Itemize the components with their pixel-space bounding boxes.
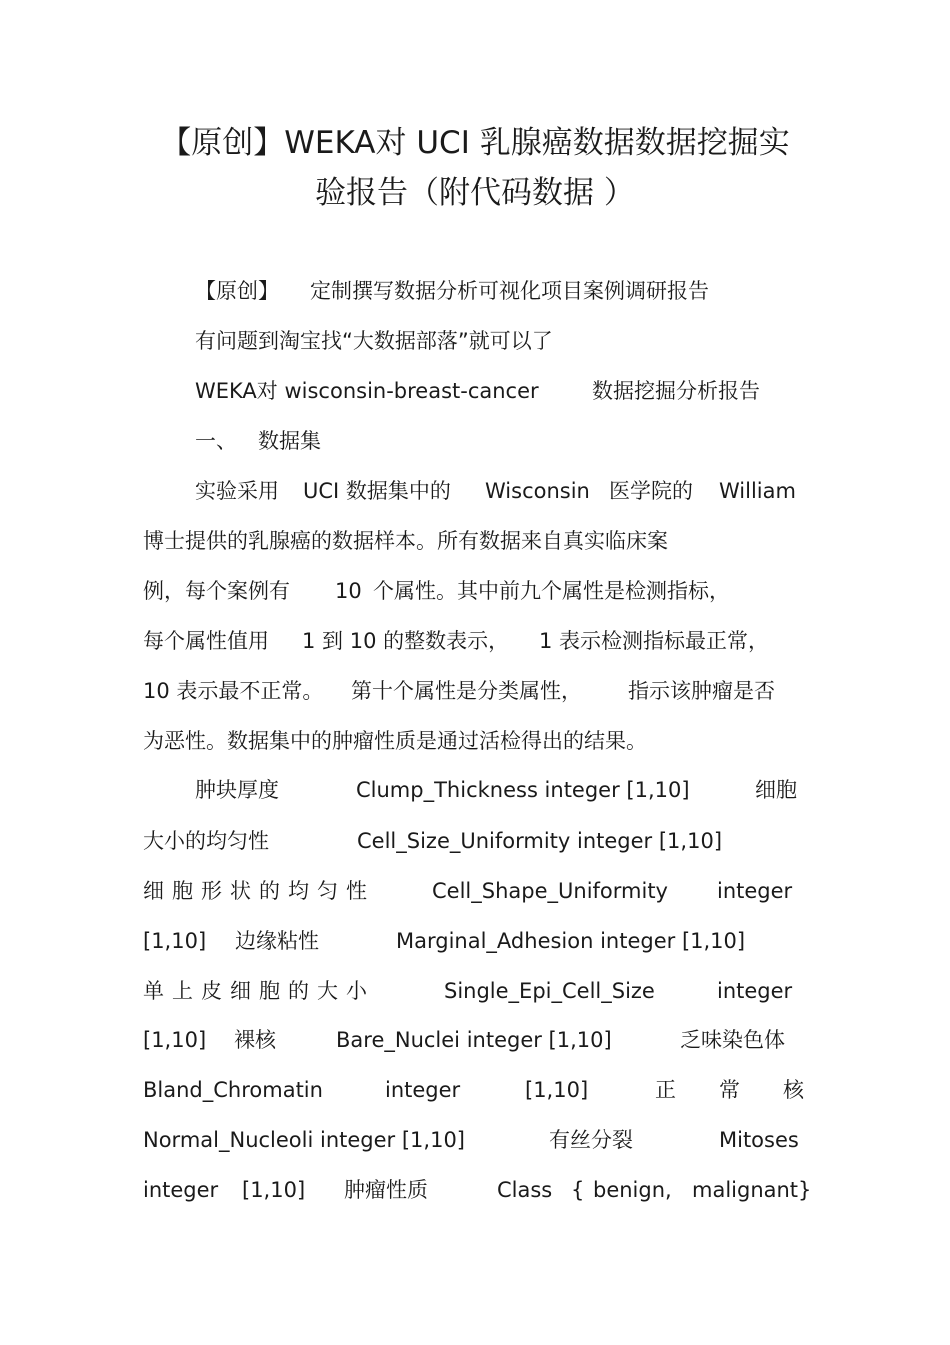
attribute-text: Single_Epi_Cell_Size: [444, 979, 655, 1003]
intro-contact-line: 有问题到淘宝找“大数据部落”就可以了: [195, 329, 553, 353]
para-text: 1 到 10 的整数表示，: [302, 629, 510, 653]
attribute-text: 单上皮细胞的大小: [143, 979, 375, 1003]
attribute-text: 核: [783, 1078, 804, 1102]
para-text: 每个属性值用: [143, 629, 269, 653]
attribute-text: 肿块厚度: [195, 778, 279, 802]
para-text: 10 表示最不正常。: [143, 679, 324, 703]
attribute-text: [1,10]: [242, 1178, 306, 1202]
attribute-text: 边缘粘性: [235, 929, 319, 953]
para-text: 10: [335, 579, 362, 603]
attribute-text: integer: [385, 1078, 461, 1102]
para-text: Wisconsin: [485, 479, 590, 503]
attribute-text: malignant}: [692, 1178, 812, 1202]
attribute-text: {: [571, 1178, 585, 1202]
attribute-text: Clump_Thickness integer [1,10]: [356, 778, 690, 802]
attribute-text: [1,10]: [143, 1028, 207, 1052]
attribute-text: integer: [143, 1178, 219, 1202]
section-number: 一、: [195, 429, 237, 453]
para-text: William: [719, 479, 796, 503]
attribute-text: Bland_Chromatin: [143, 1078, 323, 1102]
attribute-text: Bare_Nuclei integer [1,10]: [336, 1028, 612, 1052]
attribute-text: Mitoses: [719, 1128, 799, 1152]
para-text: 第十个属性是分类属性，: [351, 679, 582, 703]
attribute-text: Cell_Size_Uniformity integer [1,10]: [357, 829, 723, 853]
attribute-text: 细胞形状的均匀性: [143, 879, 375, 903]
section-title: 数据集: [258, 429, 321, 453]
attribute-text: 裸核: [234, 1028, 276, 1052]
para-text: 医学院的: [609, 479, 693, 503]
attribute-text: [1,10]: [143, 929, 207, 953]
attribute-text: integer: [717, 879, 793, 903]
attribute-text: Marginal_Adhesion integer [1,10]: [396, 929, 746, 953]
para-line: 博士提供的乳腺癌的数据样本。所有数据来自真实临床案: [143, 529, 668, 553]
document-title-line-1: 【原创】WEKA对 UCI 乳腺癌数据数据挖掘实: [160, 125, 790, 161]
para-text: 实验采用: [195, 479, 279, 503]
attribute-text: 肿瘤性质: [344, 1178, 428, 1202]
intro-report-left: WEKA对 wisconsin-breast-cancer: [195, 379, 539, 403]
attribute-text: Class: [497, 1178, 553, 1202]
intro-service-text: 定制撰写数据分析可视化项目案例调研报告: [310, 279, 709, 303]
para-text: 指示该肿瘤是否: [628, 679, 775, 703]
attribute-text: 有丝分裂: [549, 1128, 633, 1152]
attribute-text: [1,10]: [525, 1078, 589, 1102]
attribute-text: 大小的均匀性: [143, 829, 269, 853]
document-title-line-2: 验报告（附代码数据 ）: [315, 175, 635, 211]
para-text: 例，每个案例有: [143, 579, 290, 603]
attribute-text: integer: [717, 979, 793, 1003]
attribute-text: 乏味染色体: [680, 1028, 785, 1052]
attribute-text: Cell_Shape_Uniformity: [432, 879, 668, 903]
para-line: 为恶性。数据集中的肿瘤性质是通过活检得出的结果。: [143, 729, 647, 753]
intro-report-right: 数据挖掘分析报告: [592, 379, 760, 403]
intro-tag: 【原创】: [195, 279, 279, 303]
attribute-text: Normal_Nucleoli integer [1,10]: [143, 1128, 465, 1152]
para-text: UCI 数据集中的: [303, 479, 451, 503]
attribute-text: 正: [655, 1078, 676, 1102]
para-text: 个属性。其中前九个属性是检测指标，: [373, 579, 730, 603]
para-text: 1 表示检测指标最正常，: [539, 629, 770, 653]
attribute-text: benign,: [593, 1178, 672, 1202]
attribute-text: 细胞: [755, 778, 797, 802]
attribute-text: 常: [719, 1078, 740, 1102]
